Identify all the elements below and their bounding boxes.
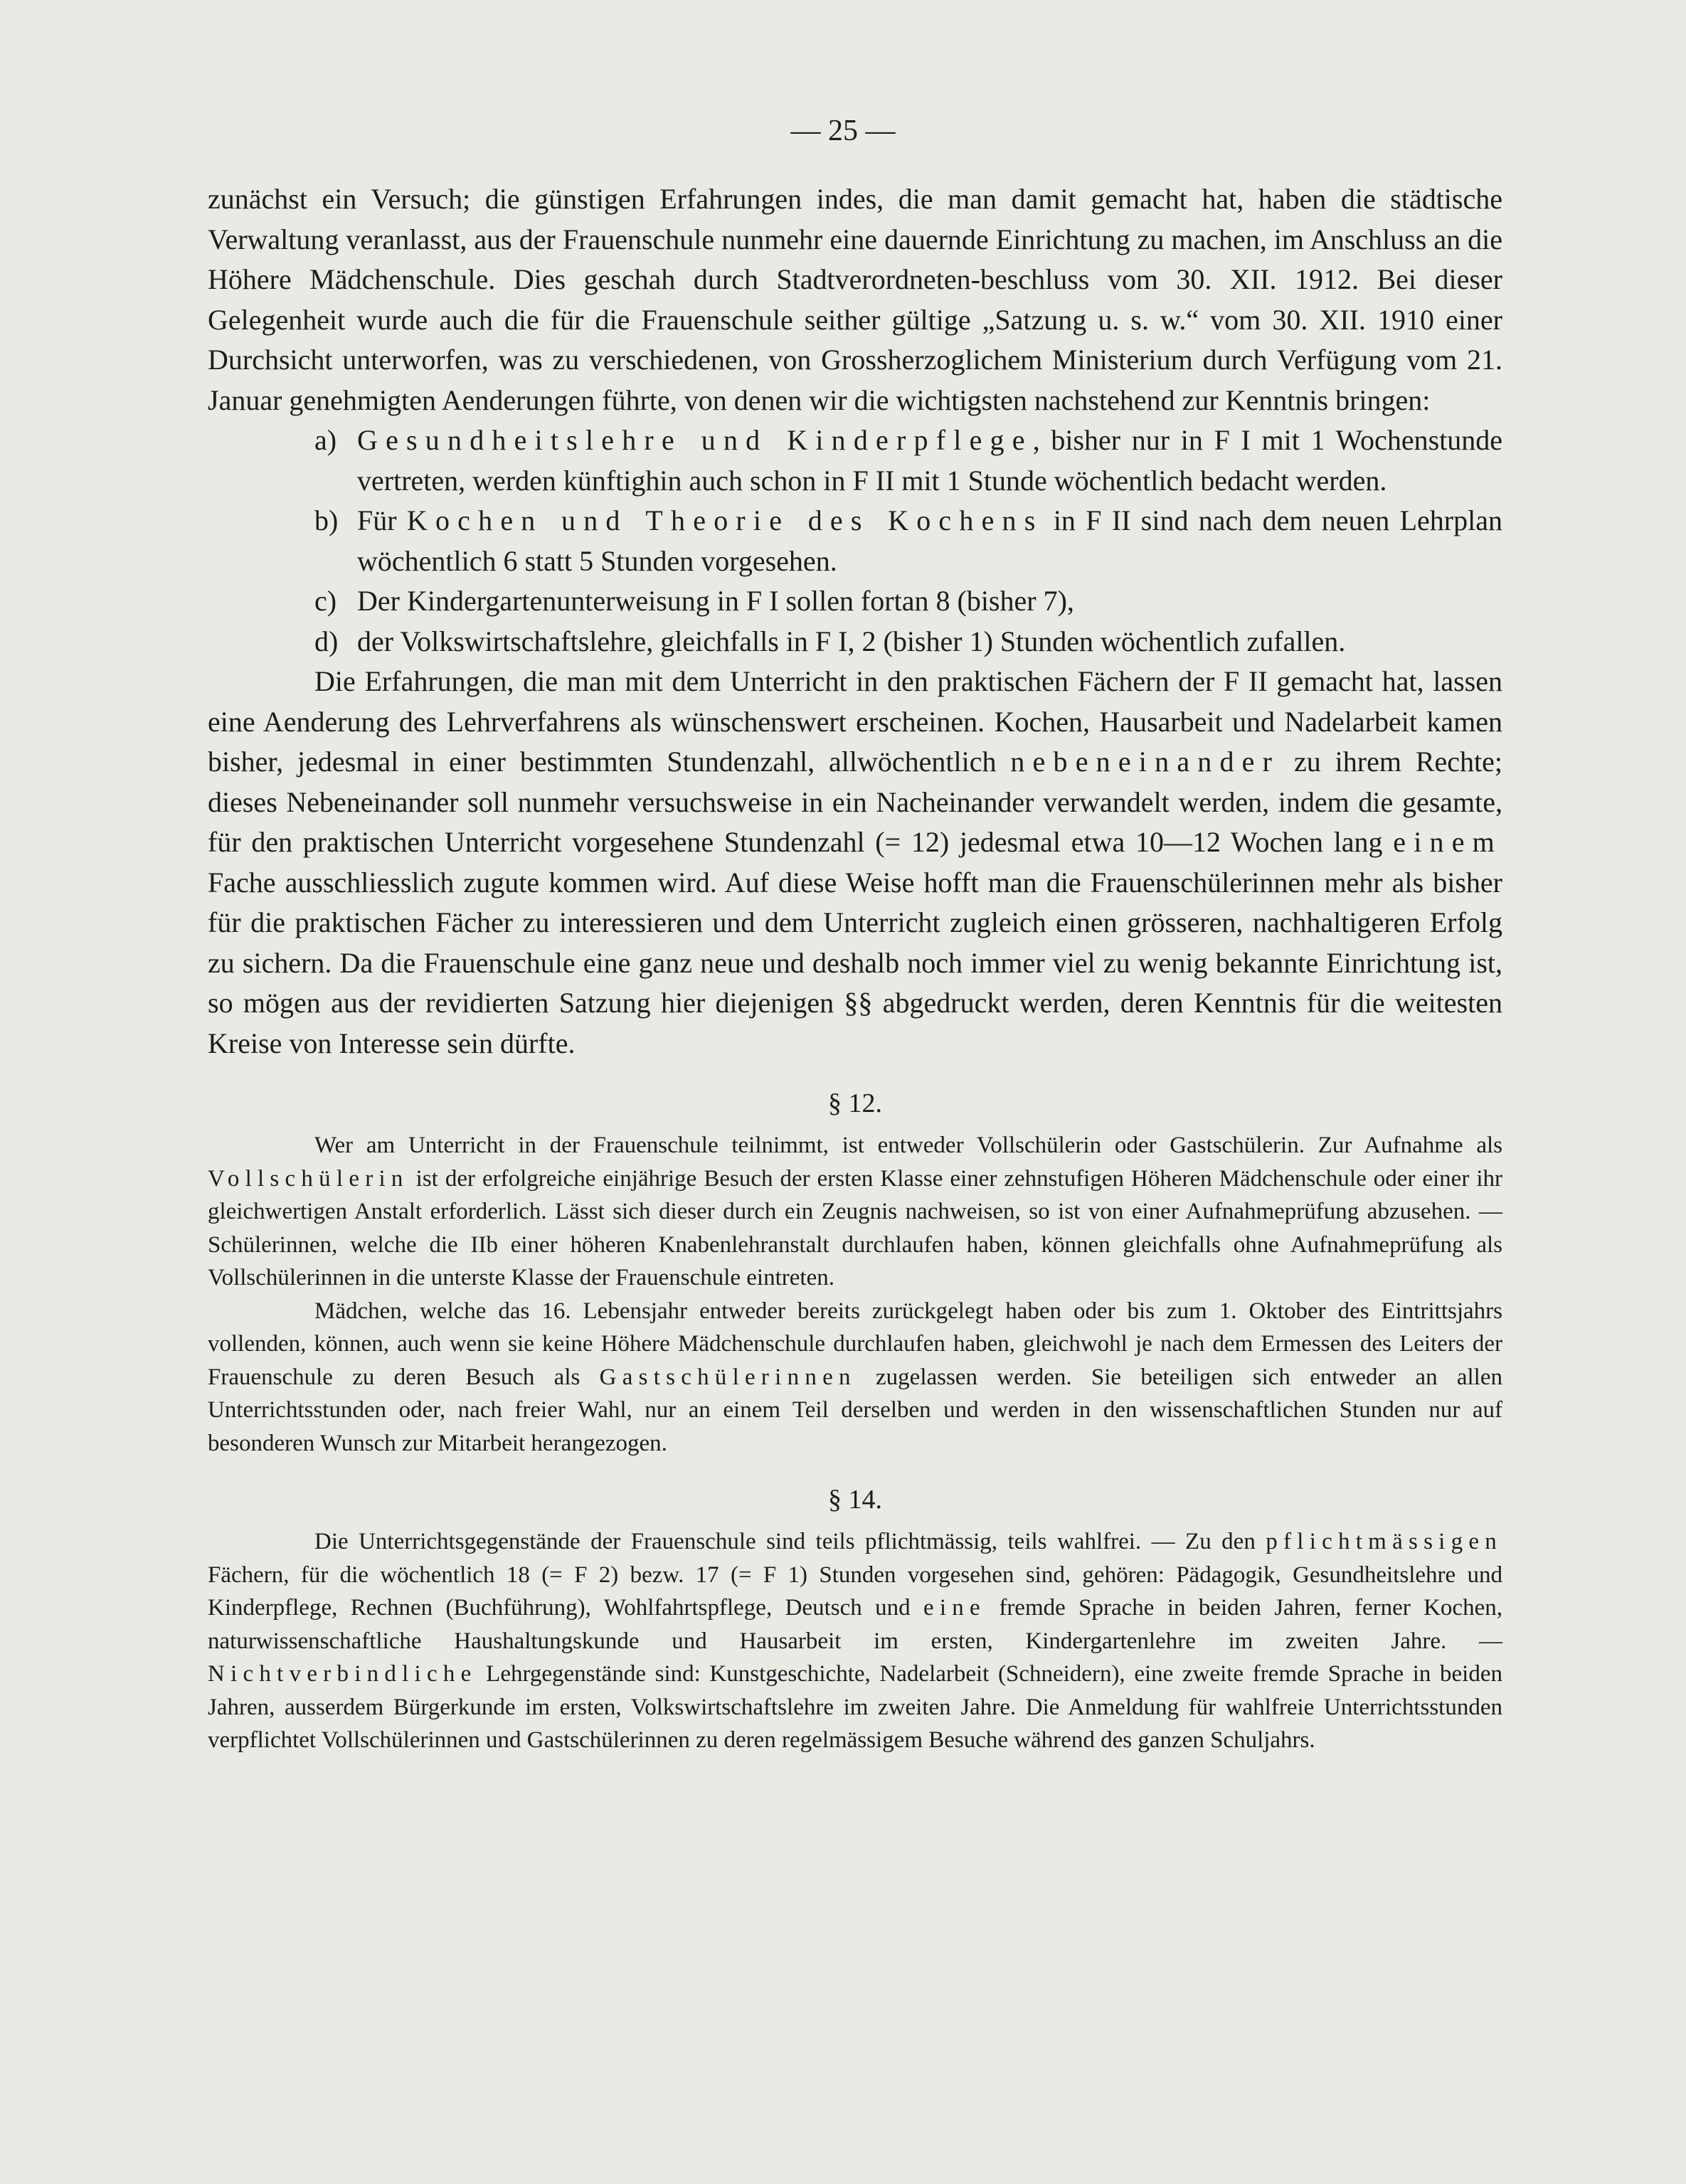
text-run: Lehrgegenstände sind: Kunstgeschichte, Nadelarbeit (Schneidern), eine zweite fremde Sprache in beiden Jahren, ausserdem Bürgerkunde im ersten, Volkswirtschaftslehre im zweiten Jahre. Die Anmeldung für wahlfreie Unterrichtsstunden verpflichtet Vollschülerinnen und Gastschülerinnen zu deren regelmässigem Besuche während des ganzen Schuljahrs. bbox=[208, 1661, 1502, 1753]
section-heading-12: § 12. bbox=[828, 1088, 882, 1118]
section-12-paragraph-2 bbox=[208, 1295, 1502, 1461]
list-item bbox=[208, 622, 1502, 662]
emphasis-text: nebeneinander bbox=[1010, 746, 1281, 778]
text-run: Fache ausschliesslich zugute kommen wird. Auf diese Weise hofft man die Frauenschülerinnen mehr als bisher für die praktischen Fächer zu interessieren und dem Unterricht zugleich einen grösseren, nachhaltigeren Erfolg zu sichern. Da die Frauenschule eine ganz neue und deshalb noch immer viel zu wenig bekannte Einrichtung ist, so mögen aus der revidierten Satzung hier diejenigen §§ abgedruckt werden, deren Kenntnis für die weitesten Kreise von Interesse sein dürfte. bbox=[208, 866, 1502, 1059]
text-run: fremde Sprache in beiden Jahren, ferner Kochen, naturwissenschaftliche Haushaltungskunde und Hausarbeit im ersten, Kindergartenlehre im zweiten Jahre. — bbox=[208, 1595, 1502, 1654]
emphasis-text: Gastschülerinnen bbox=[599, 1364, 857, 1390]
section-12-paragraph-1 bbox=[208, 1129, 1502, 1295]
list-marker: b) bbox=[314, 504, 339, 536]
emphasis-text: einem bbox=[1393, 826, 1502, 858]
text-run: Wer am Unterricht in der Frauenschule teilnimmt, ist entweder Vollschülerin oder Gastschülerin. Zur Aufnahme als bbox=[314, 1133, 1502, 1158]
list-pre: Für bbox=[357, 504, 407, 536]
list-item bbox=[208, 420, 1502, 501]
text-run: Mädchen, welche das 16. Lebensjahr entweder bereits zurückgelegt haben oder bis zum 1. Oktober des Eintrittsjahrs vollenden, können, auch wenn sie keine Höhere Mädchenschule durchlaufen haben, gleichwohl je nach dem Ermessen des Leiters der Frauenschule zu deren Besuch als bbox=[208, 1298, 1502, 1390]
text-run: ist der erfolgreiche einjährige Besuch der ersten Klasse einer zehnstufigen Höheren Mädchenschule oder einer ihr gleichwertigen Anstalt erforderlich. Lässt sich dieser durch ein Zeugnis nachweisen, so ist von einer Aufnahmeprüfung abzusehen. — Schülerinnen, welche die IIb einer höheren Knabenlehranstalt durchlaufen haben, können gleichfalls ohne Aufnahmeprüfung als Vollschülerinnen in die unterste Klasse der Frauenschule eintreten. bbox=[208, 1165, 1502, 1290]
list-text: Der Kindergartenunterweisung in F I sollen fortan 8 (bisher 7), bbox=[357, 585, 1074, 617]
emphasis-text: pflichtmässigen bbox=[1266, 1529, 1502, 1554]
section-14-paragraph bbox=[208, 1525, 1502, 1757]
list-text: , bisher nur in F I mit 1 Wochenstunde vertreten, werden künftighin auch schon in F II mit 1 Stunde wöchentlich bedacht werden. bbox=[357, 424, 1503, 497]
emphasis-text: Gesundheitslehre und Kinderpflege bbox=[357, 424, 1033, 456]
list-item bbox=[208, 581, 1502, 622]
list-item bbox=[208, 501, 1502, 581]
emphasis-text: eine bbox=[923, 1595, 986, 1621]
text-run: Die Unterrichtsgegenstände der Frauenschule sind teils pflichtmässig, teils wahlfrei. — Zu den bbox=[314, 1529, 1266, 1554]
text-run: Die Erfahrungen, die man mit dem Unterricht in den praktischen Fächern der F II gemacht hat, lassen eine Aenderung des Lehrverfahrens als wünschenswert erscheinen. Kochen, Hausarbeit und Nadelarbeit kamen bisher, jedesmal in einer bestimmten Stundenzahl, allwöchentlich bbox=[208, 665, 1502, 778]
list-text: der Volkswirtschaftslehre, gleichfalls in F I, 2 (bisher 1) Stunden wöchentlich zufallen. bbox=[357, 625, 1346, 657]
intro-paragraph: zunächst ein Versuch; die günstigen Erfahrungen indes, die man damit gemacht hat, haben die städtische Verwaltung veranlasst, aus der Frauenschule nunmehr eine dauernde Einrichtung zu machen, im Anschluss an die Höhere Mädchenschule. Dies geschah durch Stadtverordneten-beschluss vom 30. XII. 1912. Bei dieser Gelegenheit wurde auch die für die Frauenschule seither gültige „Satzung u. s. w.“ vom 30. XII. 1910 einer Durchsicht unterworfen, was zu verschiedenen, von Grossherzoglichem Ministerium durch Verfügung vom 21. Januar genehmigten Aenderungen führte, von denen wir die wichtigsten nachstehend zur Kenntnis bringen: bbox=[208, 183, 1502, 416]
text-run: Fächern, für die wöchentlich 18 (= F 2) bezw. 17 (= F 1) Stunden vorgesehen sind, gehören: Pädagogik, Gesundheitslehre und Kinderpflege, Rechnen (Buchführung), Wohlfahrtspflege, Deutsch und bbox=[208, 1562, 1502, 1621]
text-run: zu ihrem Rechte; dieses Nebeneinander soll nunmehr versuchsweise in ein Nacheinander verwandelt werden, indem die gesamte, für den praktischen Unterricht vorgesehene Stundenzahl (= 12) jedesmal etwa 10—12 Wochen lang bbox=[208, 746, 1502, 858]
section-heading-14: § 14. bbox=[828, 1485, 882, 1515]
emphasis-text: Kochen und Theorie des Kochens bbox=[406, 504, 1044, 536]
list-marker: d) bbox=[314, 625, 339, 657]
body-text bbox=[208, 179, 1502, 1757]
changes-list bbox=[208, 420, 1502, 662]
list-marker: a) bbox=[314, 424, 337, 456]
paragraph-experiences bbox=[208, 662, 1502, 1064]
page-number: — 25 — bbox=[790, 115, 896, 147]
text-run: zugelassen werden. Sie beteiligen sich entweder an allen Unterrichtsstunden oder, nach freier Wahl, nur an einem Teil derselben und werden in den wissenschaftlichen Stunden nur auf besonderen Wunsch zur Mitarbeit herangezogen. bbox=[208, 1364, 1502, 1456]
emphasis-text: Vollschülerin bbox=[208, 1165, 409, 1192]
list-marker: c) bbox=[314, 585, 337, 617]
emphasis-text: Nichtverbindliche bbox=[208, 1661, 477, 1687]
list-text: in F II sind nach dem neuen Lehrplan wöchentlich 6 statt 5 Stunden vorgesehen. bbox=[357, 504, 1502, 577]
